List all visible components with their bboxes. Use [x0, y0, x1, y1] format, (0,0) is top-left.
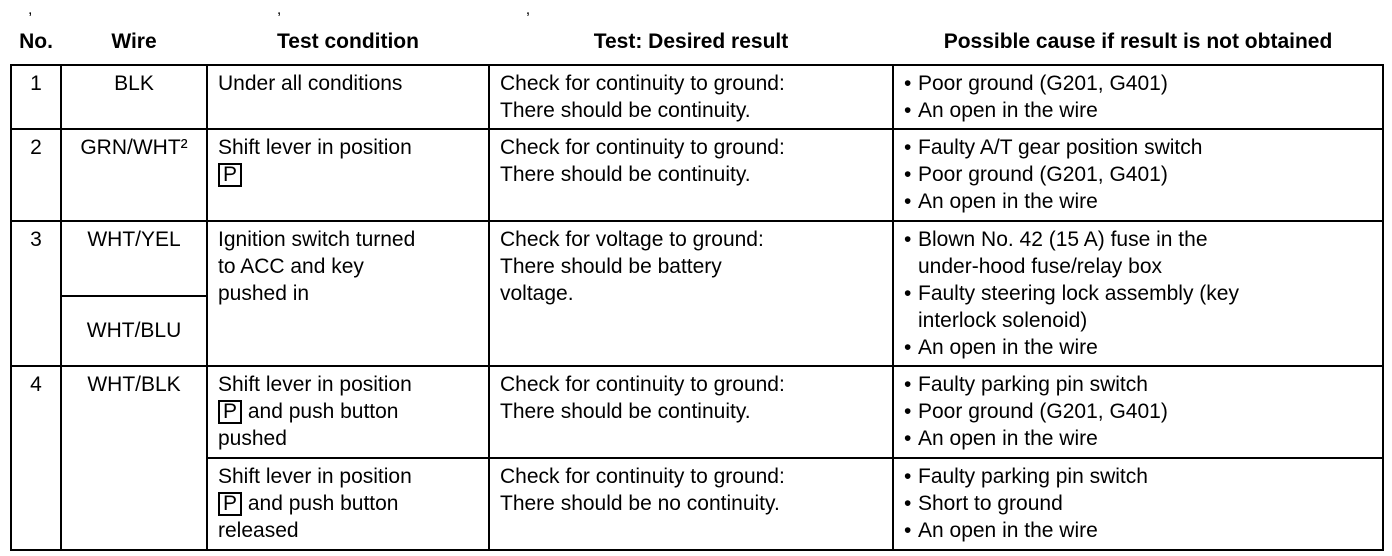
desired-result — [489, 129, 893, 221]
cause-item: • An open in the wire — [904, 517, 1376, 544]
cause-item: • Short to ground — [904, 490, 1376, 517]
wire-color: WHT/YEL — [61, 221, 207, 296]
row-number: 3 — [11, 221, 61, 366]
table-row — [11, 65, 1383, 129]
cause-item: • An open in the wire — [904, 188, 1376, 215]
desired-result — [489, 458, 893, 550]
result-line: There should be continuity. — [500, 400, 751, 423]
condition-line: pushed in — [218, 282, 310, 305]
condition-line: to ACC and key — [218, 255, 364, 278]
result-line: Check for continuity to ground: — [500, 136, 785, 159]
condition-line: released — [218, 519, 299, 542]
table-row — [11, 366, 1383, 458]
row-number: 1 — [11, 65, 61, 129]
wire-color: WHT/BLK — [61, 366, 207, 550]
header-possible-cause: Possible cause if result is not obtained — [943, 29, 1333, 53]
cause-item: • An open in the wire — [904, 97, 1376, 124]
wire-color: GRN/WHT² — [61, 129, 207, 221]
cause-item: • Faulty steering lock assembly (key — [904, 280, 1376, 307]
cause-item-continued: under-hood fuse/relay box — [918, 255, 1162, 278]
table-row — [11, 129, 1383, 221]
cause-item: • An open in the wire — [904, 334, 1376, 361]
cause-item: • Blown No. 42 (15 A) fuse in the — [904, 226, 1376, 253]
result-line: Check for continuity to ground: — [500, 373, 785, 396]
wire-color: WHT/BLU — [61, 296, 207, 367]
row-number: 4 — [11, 366, 61, 550]
result-line: There should be no continuity. — [500, 492, 780, 515]
top-marks: , , , — [28, 1, 651, 18]
desired-result — [489, 221, 893, 366]
result-line: Check for continuity to ground: — [500, 72, 785, 95]
header-test-condition: Test condition — [277, 29, 419, 53]
possible-cause — [893, 221, 1383, 366]
header-desired-result: Test: Desired result — [593, 29, 789, 53]
result-line: There should be continuity. — [500, 163, 751, 186]
condition-line: and push button — [242, 400, 399, 423]
position-p-box: P — [218, 163, 242, 187]
cause-item: • Poor ground (G201, G401) — [904, 70, 1376, 97]
result-line: There should be continuity. — [500, 99, 751, 122]
cause-item: • Poor ground (G201, G401) — [904, 398, 1376, 425]
test-condition — [207, 366, 489, 458]
result-line: voltage. — [500, 282, 574, 305]
cause-item: • An open in the wire — [904, 425, 1376, 452]
result-line: There should be battery — [500, 255, 722, 278]
possible-cause — [893, 366, 1383, 458]
row-number: 2 — [11, 129, 61, 221]
header-no: No. — [19, 29, 53, 53]
position-p-box: P — [218, 492, 242, 516]
cause-item-continued: interlock solenoid) — [918, 309, 1088, 332]
condition-line: Shift lever in position — [218, 373, 412, 396]
result-line: Check for continuity to ground: — [500, 465, 785, 488]
cause-item: • Poor ground (G201, G401) — [904, 161, 1376, 188]
cause-item: • Faulty parking pin switch — [904, 371, 1376, 398]
possible-cause — [893, 65, 1383, 129]
test-condition — [207, 129, 489, 221]
position-p-box: P — [218, 400, 242, 424]
desired-result — [489, 366, 893, 458]
possible-cause — [893, 458, 1383, 550]
table-header-row — [11, 22, 1383, 65]
condition-line: Ignition switch turned — [218, 228, 416, 251]
test-condition — [207, 221, 489, 366]
condition-line: Shift lever in position — [218, 465, 412, 488]
table-row — [11, 221, 1383, 296]
condition-line: and push button — [242, 492, 399, 515]
header-wire: Wire — [111, 29, 157, 53]
cause-item: • Faulty A/T gear position switch — [904, 134, 1376, 161]
desired-result — [489, 65, 893, 129]
condition-line: Shift lever in position — [218, 136, 412, 159]
wire-color: BLK — [61, 65, 207, 129]
test-condition — [207, 458, 489, 550]
test-condition: Under all conditions — [207, 65, 489, 129]
condition-line: pushed — [218, 427, 287, 450]
cause-item: • Faulty parking pin switch — [904, 463, 1376, 490]
possible-cause — [893, 129, 1383, 221]
result-line: Check for voltage to ground: — [500, 228, 764, 251]
table-row — [11, 458, 1383, 550]
wire-test-table — [10, 22, 1384, 551]
